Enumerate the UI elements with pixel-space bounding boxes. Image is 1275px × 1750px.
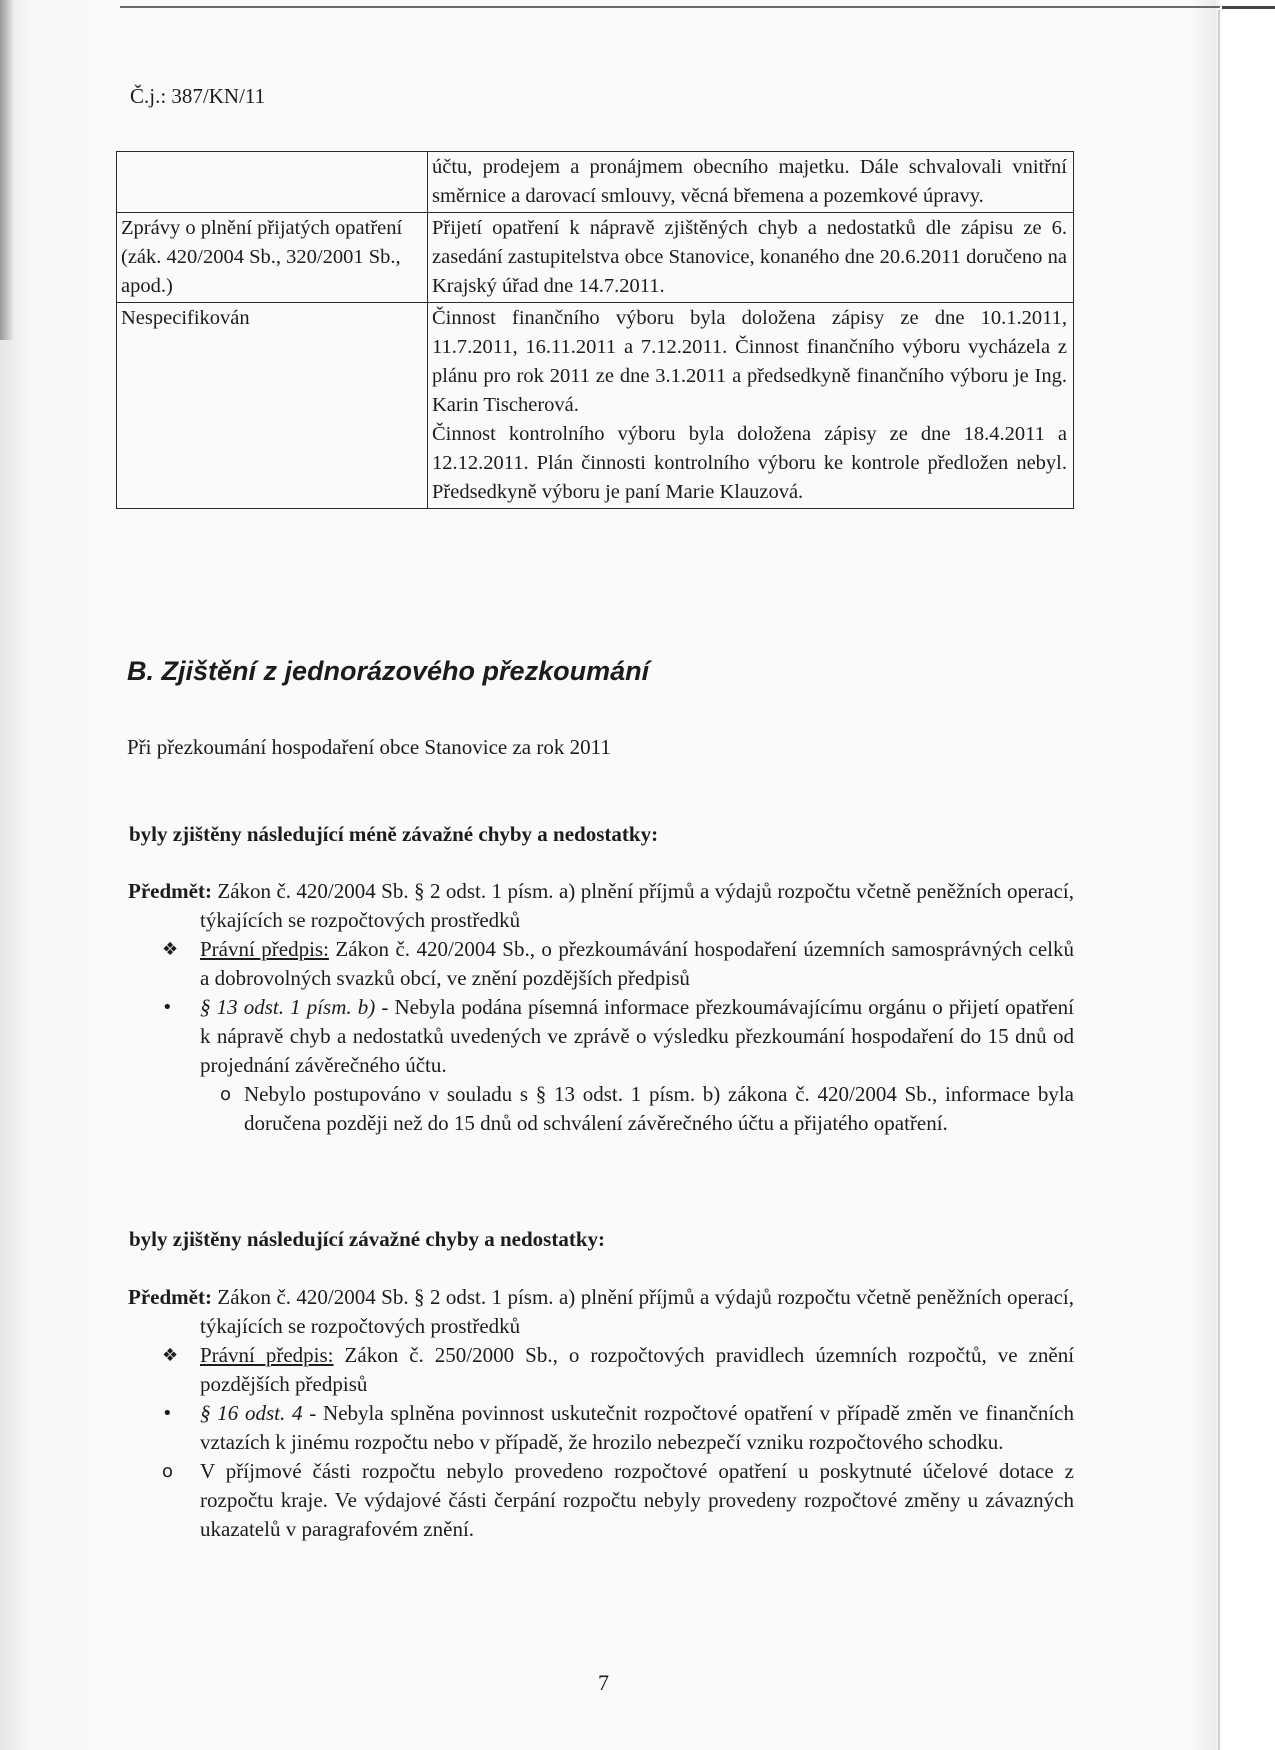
finding-detail-item — [128, 1457, 1074, 1544]
page-number: 7 — [598, 1670, 609, 1695]
finding-detail-text: V příjmové části rozpočtu nebylo provedeno rozpočtové opatření u poskytnuté účelové dotace z rozpočtu kraje. Ve výdajové části čerpání rozpočtu nebyly provedeny rozpočtové změny u závazných ukazatelů v paragrafovém znění. — [200, 1459, 1074, 1541]
legal-basis-text: Zákon č. 250/2000 Sb., o rozpočtových pravidlech územních rozpočtů, ve znění pozdějších předpisů — [200, 1343, 1075, 1396]
table-row — [117, 213, 1074, 303]
financial-committee-text: Činnost finančního výboru byla doložena zápisy ze dne 10.1.2011, 11.7.2011, 16.11.2011 a 7.12.2011. Činnost finančního výboru vycházela z plánu pro rok 2011 ze dne 3.1.2011 a předsedkyně finančního výboru je Ing. Karin Tischerová. — [432, 307, 1067, 416]
section-heading: B. Zjištění z jednorázového přezkoumání — [127, 656, 650, 686]
bullet-icon: • — [162, 997, 173, 1018]
subject-text: Zákon č. 420/2004 Sb. § 2 odst. 1 písm. a) plnění příjmů a výdajů rozpočtu včetně peněžních operací, týkajících se rozpočtových prostředků — [200, 879, 1075, 932]
control-committee-text: Činnost kontrolního výboru byla doložena zápisy ze dne 18.4.2011 a 12.12.2011. Plán činnosti kontrolního výboru ke kontrole předložen nebyl. Předsedkyně výboru je paní Marie Klauzová. — [432, 423, 1067, 503]
legal-basis-label: Právní předpis: — [200, 937, 329, 961]
minor-findings-block — [128, 877, 1074, 1138]
finding-paragraph-ref: § 13 odst. 1 písm. b) — [200, 995, 376, 1019]
finding-item — [128, 1399, 1074, 1457]
diamond-bullet-icon: ❖ — [162, 1345, 179, 1366]
findings-table — [116, 151, 1074, 509]
table-cell-label: Nespecifikován — [117, 303, 428, 509]
legal-basis-item — [128, 1341, 1074, 1399]
page-top-edge-right — [1222, 6, 1275, 9]
subject-paragraph — [128, 1283, 1074, 1341]
major-findings-heading: byly zjištěny následující závažné chyby a nedostatky: — [129, 1227, 606, 1251]
circle-bullet-icon: o — [220, 1084, 232, 1105]
page-top-edge — [120, 6, 1220, 8]
bullet-icon: • — [162, 1403, 173, 1424]
finding-text: - Nebyla podána písemná informace přezkoumávajícímu orgánu o přijetí opatření k nápravě chyb a nedostatků uvedených ve zprávě o výsledku přezkoumání hospodaření do 15 dnů od projednání závěrečného účtu. — [200, 995, 1074, 1077]
circle-bullet-icon: o — [162, 1461, 174, 1482]
document-reference: Č.j.: 387/KN/11 — [130, 84, 266, 108]
legal-basis-text: Zákon č. 420/2004 Sb., o přezkoumávání hospodaření územních samosprávných celků a dobrovolných svazků obcí, ve znění pozdějších předpisů — [200, 937, 1075, 990]
finding-item — [128, 993, 1074, 1080]
finding-text: - Nebyla splněna povinnost uskutečnit rozpočtové opatření v případě změn ve finančních vztazích k jinému rozpočtu nebo v případě, že hrozilo nebezpečí vzniku rozpočtového schodku. — [200, 1401, 1075, 1454]
finding-paragraph-ref: § 16 odst. 4 — [200, 1401, 303, 1425]
table-row — [117, 152, 1074, 213]
legal-basis-label: Právní předpis: — [200, 1343, 334, 1367]
subject-paragraph — [128, 877, 1074, 935]
major-findings-block — [128, 1283, 1074, 1544]
table-cell-label — [117, 152, 428, 213]
page-right-edge — [1218, 10, 1220, 1750]
finding-detail-item — [128, 1080, 1074, 1138]
section-intro: Při přezkoumání hospodaření obce Stanovice za rok 2011 — [127, 735, 611, 759]
table-cell-label: Zprávy o plnění přijatých opatření (zák. 420/2004 Sb., 320/2001 Sb., apod.) — [117, 213, 428, 303]
finding-detail-text: Nebylo postupováno v souladu s § 13 odst. 1 písm. b) zákona č. 420/2004 Sb., informace byla doručena později než do 15 dnů od schválení závěrečného účtu a přijatého opatření. — [244, 1082, 1074, 1135]
subject-label: Předmět: — [128, 879, 212, 903]
subject-label: Předmět: — [128, 1285, 212, 1309]
table-cell-text: účtu, prodejem a pronájmem obecního majetku. Dále schvalovali vnitřní směrnice a darovací smlouvy, věcná břemena a pozemkové úpravy. — [428, 152, 1074, 213]
table-row — [117, 303, 1074, 509]
subject-text: Zákon č. 420/2004 Sb. § 2 odst. 1 písm. a) plnění příjmů a výdajů rozpočtu včetně peněžních operací, týkajících se rozpočtových prostředků — [200, 1285, 1075, 1338]
table-cell-text: Přijetí opatření k nápravě zjištěných chyb a nedostatků dle zápisu ze 6. zasedání zastupitelstva obce Stanovice, konaného dne 20.6.2011 doručeno na Krajský úřad dne 14.7.2011. — [428, 213, 1074, 303]
scan-left-shadow — [0, 0, 14, 340]
minor-findings-heading: byly zjištěny následující méně závažné chyby a nedostatky: — [129, 822, 659, 846]
table-cell-text — [428, 303, 1074, 509]
diamond-bullet-icon: ❖ — [162, 939, 179, 960]
legal-basis-item — [128, 935, 1074, 993]
